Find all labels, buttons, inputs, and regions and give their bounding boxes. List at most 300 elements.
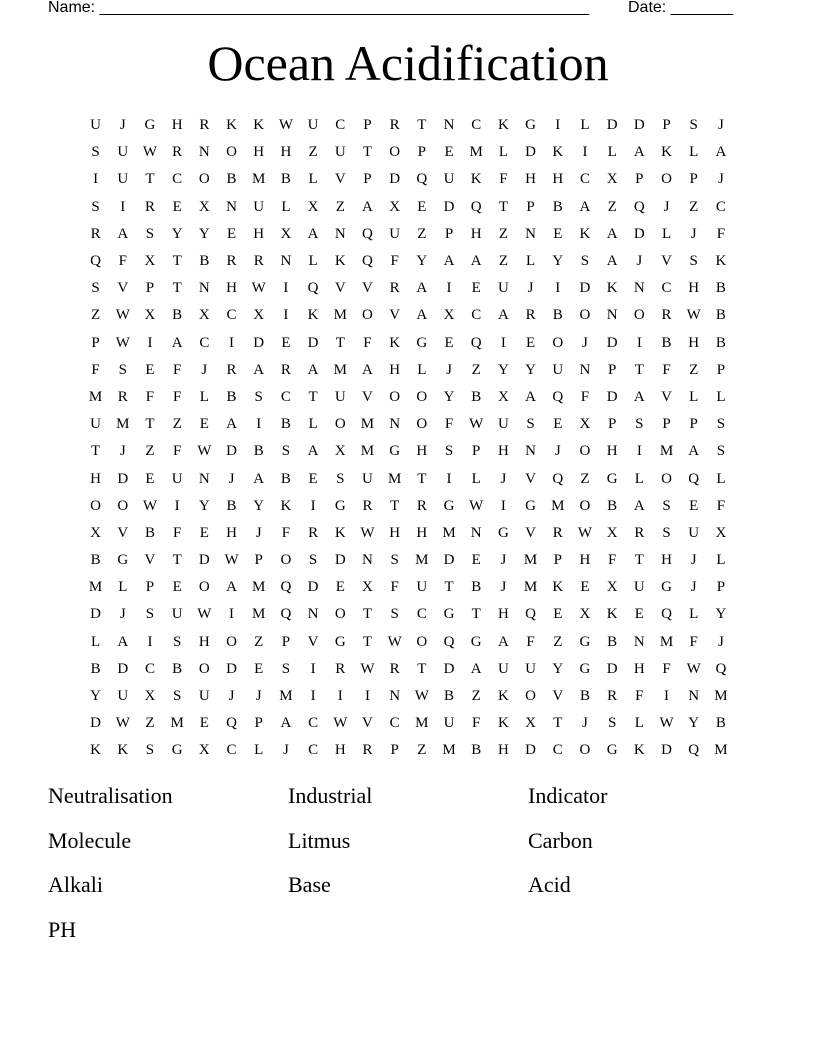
grid-letter[interactable]: F [145,388,155,405]
grid-letter[interactable]: D [443,198,455,215]
grid-letter[interactable]: B [226,388,237,405]
grid-letter[interactable]: M [551,497,565,514]
grid-letter[interactable]: H [552,171,564,188]
grid-letter[interactable]: F [635,688,644,705]
grid-letter[interactable]: S [91,144,100,161]
grid-letter[interactable]: F [172,361,182,378]
grid-letter[interactable]: H [90,470,102,487]
grid-letter[interactable]: A [226,416,237,433]
grid-letter[interactable]: Q [307,280,319,297]
grid-letter[interactable]: T [172,552,182,569]
grid-letter[interactable]: Z [172,416,182,433]
grid-letter[interactable]: B [199,253,210,270]
grid-letter[interactable]: O [198,171,210,188]
grid-letter[interactable]: X [334,443,346,460]
grid-letter[interactable]: M [714,742,728,759]
grid-letter[interactable]: O [334,416,346,433]
grid-letter[interactable]: N [688,688,700,705]
grid-letter[interactable]: S [662,524,671,541]
grid-letter[interactable]: F [580,388,590,405]
grid-letter[interactable]: O [389,388,401,405]
grid-letter[interactable]: S [526,416,535,433]
grid-letter[interactable]: Y [90,688,102,705]
grid-letter[interactable]: W [115,715,130,732]
grid-letter[interactable]: D [117,660,129,677]
grid-letter[interactable]: O [633,307,645,324]
grid-letter[interactable]: Q [443,633,455,650]
grid-letter[interactable]: B [226,497,237,514]
grid-letter[interactable]: L [308,253,318,270]
grid-letter[interactable]: B [280,416,291,433]
grid-letter[interactable]: T [390,497,400,514]
grid-letter[interactable]: O [280,552,292,569]
grid-letter[interactable]: K [552,579,564,596]
grid-letter[interactable]: P [444,225,454,242]
grid-letter[interactable]: A [606,253,618,270]
grid-letter[interactable]: R [172,144,183,161]
grid-letter[interactable]: X [606,579,618,596]
grid-letter[interactable]: S [308,552,318,569]
grid-letter[interactable]: S [118,361,127,378]
grid-letter[interactable]: S [281,443,291,460]
grid-letter[interactable]: P [472,443,481,460]
grid-letter[interactable]: O [579,742,591,759]
grid-letter[interactable]: E [254,660,264,677]
grid-letter[interactable]: O [198,579,210,596]
grid-letter[interactable]: L [634,715,644,732]
grid-letter[interactable]: K [497,688,509,705]
grid-letter[interactable]: W [115,307,130,324]
grid-letter[interactable]: O [416,633,428,650]
grid-letter[interactable]: A [280,715,292,732]
grid-letter[interactable]: G [606,470,618,487]
grid-letter[interactable]: D [606,117,618,134]
grid-letter[interactable]: R [199,117,210,134]
grid-letter[interactable]: L [471,470,481,487]
grid-letter[interactable]: L [308,171,318,188]
grid-letter[interactable]: A [715,144,727,161]
grid-letter[interactable]: H [171,117,183,134]
grid-letter[interactable]: D [606,660,618,677]
grid-letter[interactable]: J [582,334,588,351]
grid-letter[interactable]: E [444,144,454,161]
grid-letter[interactable]: J [255,524,262,541]
grid-letter[interactable]: Q [525,606,537,623]
grid-letter[interactable]: J [636,253,643,270]
grid-letter[interactable]: E [471,280,481,297]
grid-letter[interactable]: O [226,633,237,650]
grid-letter[interactable]: T [172,253,182,270]
grid-letter[interactable]: P [145,579,155,596]
grid-letter[interactable]: E [308,470,318,487]
grid-letter[interactable]: R [335,660,346,677]
grid-letter[interactable]: I [364,688,370,705]
grid-letter[interactable]: F [172,524,182,541]
grid-letter[interactable]: B [552,198,563,215]
grid-letter[interactable]: B [715,334,726,351]
grid-letter[interactable]: O [362,307,373,324]
grid-letter[interactable]: H [579,552,591,569]
grid-letter[interactable]: W [469,497,484,514]
grid-letter[interactable]: X [579,606,591,623]
grid-letter[interactable]: M [659,633,674,650]
grid-letter[interactable]: N [606,307,618,324]
grid-letter[interactable]: M [714,688,728,705]
grid-letter[interactable]: R [253,253,264,270]
grid-letter[interactable]: S [390,606,399,623]
grid-letter[interactable]: N [280,253,292,270]
grid-letter[interactable]: Q [688,470,700,487]
grid-letter[interactable]: D [633,225,645,242]
grid-letter[interactable]: S [145,742,155,759]
grid-letter[interactable]: M [333,361,347,378]
grid-letter[interactable]: F [172,443,182,460]
grid-letter[interactable]: O [416,388,428,405]
grid-letter[interactable]: H [470,225,482,242]
grid-letter[interactable]: E [199,715,209,732]
grid-letter[interactable]: M [387,470,402,487]
grid-letter[interactable]: J [228,688,235,705]
grid-letter[interactable]: C [335,117,346,134]
grid-letter[interactable]: V [525,524,537,541]
grid-letter[interactable]: Y [715,606,727,623]
grid-letter[interactable]: U [198,688,210,705]
grid-letter[interactable]: C [308,715,319,732]
grid-letter[interactable]: F [689,633,698,650]
grid-letter[interactable]: R [661,307,672,324]
grid-letter[interactable]: O [661,171,672,188]
grid-letter[interactable]: I [446,280,452,297]
grid-letter[interactable]: M [415,552,429,569]
grid-letter[interactable]: R [226,253,237,270]
grid-letter[interactable]: J [228,470,235,487]
grid-letter[interactable]: U [90,416,102,433]
grid-letter[interactable]: W [115,334,130,351]
grid-letter[interactable]: G [144,117,156,134]
grid-letter[interactable]: W [469,416,484,433]
grid-letter[interactable]: X [144,253,156,270]
grid-letter[interactable]: K [715,253,727,270]
grid-letter[interactable]: L [689,144,699,161]
grid-letter[interactable]: M [170,715,184,732]
grid-letter[interactable]: M [523,552,538,569]
grid-letter[interactable]: V [334,280,346,297]
grid-letter[interactable]: B [715,307,726,324]
grid-letter[interactable]: C [199,334,210,351]
grid-letter[interactable]: I [229,606,235,623]
grid-letter[interactable]: X [253,307,265,324]
grid-letter[interactable]: H [389,524,401,541]
grid-letter[interactable]: W [224,552,239,569]
grid-letter[interactable]: S [145,225,155,242]
grid-letter[interactable]: Z [417,225,427,242]
grid-letter[interactable]: D [525,742,537,759]
grid-letter[interactable]: D [334,552,346,569]
grid-letter[interactable]: S [336,470,345,487]
grid-letter[interactable]: I [337,688,343,705]
grid-letter[interactable]: X [525,715,537,732]
grid-letter[interactable]: Y [198,497,210,514]
grid-letter[interactable]: W [278,117,293,134]
grid-letter[interactable]: E [444,334,454,351]
grid-letter[interactable]: C [416,606,427,623]
grid-letter[interactable]: P [635,171,644,188]
grid-letter[interactable]: W [387,633,402,650]
grid-letter[interactable]: B [471,388,482,405]
grid-letter[interactable]: Q [280,579,292,596]
grid-letter[interactable]: F [172,388,182,405]
grid-letter[interactable]: A [525,388,537,405]
grid-letter[interactable]: Z [689,361,699,378]
grid-letter[interactable]: P [363,117,372,134]
grid-letter[interactable]: O [334,606,346,623]
grid-letter[interactable]: N [226,198,237,215]
grid-letter[interactable]: L [661,225,672,242]
grid-letter[interactable]: B [444,688,455,705]
grid-letter[interactable]: H [688,334,700,351]
grid-letter[interactable]: Z [145,715,155,732]
grid-letter[interactable]: C [715,198,726,215]
grid-letter[interactable]: M [360,443,375,460]
grid-letter[interactable]: P [716,361,726,378]
grid-letter[interactable]: N [633,280,645,297]
grid-letter[interactable]: L [716,552,726,569]
grid-letter[interactable]: A [470,253,482,270]
grid-letter[interactable]: F [444,416,454,433]
grid-letter[interactable]: D [633,117,645,134]
grid-letter[interactable]: A [253,470,265,487]
grid-letter[interactable]: N [198,144,210,161]
grid-letter[interactable]: H [633,660,645,677]
grid-letter[interactable]: D [389,171,401,188]
grid-letter[interactable]: P [526,198,535,215]
grid-letter[interactable]: C [144,660,155,677]
grid-letter[interactable]: B [715,715,726,732]
grid-letter[interactable]: I [500,334,506,351]
grid-letter[interactable]: M [252,171,266,188]
grid-letter[interactable]: J [554,443,561,460]
grid-letter[interactable]: R [308,524,319,541]
grid-letter[interactable]: K [661,144,672,161]
grid-letter[interactable]: T [417,117,427,134]
grid-letter[interactable]: D [661,742,672,759]
grid-letter[interactable]: H [253,144,265,161]
grid-letter[interactable]: J [500,552,507,569]
grid-letter[interactable]: E [281,334,291,351]
grid-letter[interactable]: A [117,633,129,650]
grid-letter[interactable]: O [416,416,428,433]
grid-letter[interactable]: X [497,388,509,405]
grid-letter[interactable]: G [117,552,129,569]
grid-letter[interactable]: Q [280,606,292,623]
grid-letter[interactable]: R [280,361,291,378]
grid-letter[interactable]: Z [498,225,508,242]
grid-letter[interactable]: R [389,660,400,677]
grid-letter[interactable]: U [497,280,509,297]
grid-letter[interactable]: G [443,497,455,514]
grid-letter[interactable]: N [362,552,373,569]
grid-letter[interactable]: I [147,633,153,650]
grid-letter[interactable]: K [307,307,319,324]
grid-letter[interactable]: H [226,280,237,297]
grid-letter[interactable]: P [145,280,155,297]
grid-letter[interactable]: E [553,225,563,242]
grid-letter[interactable]: W [686,660,701,677]
grid-letter[interactable]: E [145,470,155,487]
grid-letter[interactable]: I [636,334,642,351]
grid-letter[interactable]: F [363,334,372,351]
grid-letter[interactable]: O [226,144,237,161]
grid-letter[interactable]: N [198,470,210,487]
grid-letter[interactable]: A [307,225,319,242]
grid-letter[interactable]: K [117,742,129,759]
grid-letter[interactable]: C [661,280,672,297]
grid-letter[interactable]: S [390,552,399,569]
grid-letter[interactable]: V [525,470,537,487]
grid-letter[interactable]: M [88,388,103,405]
grid-letter[interactable]: M [415,715,429,732]
grid-letter[interactable]: M [659,443,674,460]
grid-letter[interactable]: S [607,715,617,732]
grid-letter[interactable]: U [525,660,537,677]
grid-letter[interactable]: R [525,307,536,324]
grid-letter[interactable]: W [142,497,158,514]
grid-letter[interactable]: X [144,307,156,324]
grid-letter[interactable]: H [226,524,237,541]
grid-letter[interactable]: W [360,524,375,541]
grid-letter[interactable]: R [226,361,237,378]
grid-letter[interactable]: Y [497,361,509,378]
grid-letter[interactable]: W [197,443,212,460]
grid-letter[interactable]: P [689,171,698,188]
grid-letter[interactable]: M [442,742,456,759]
grid-letter[interactable]: C [471,117,482,134]
grid-letter[interactable]: O [198,660,210,677]
grid-letter[interactable]: C [172,171,183,188]
grid-letter[interactable]: J [717,117,724,134]
grid-letter[interactable]: K [633,742,645,759]
grid-letter[interactable]: K [253,117,265,134]
grid-letter[interactable]: B [471,579,482,596]
grid-letter[interactable]: L [716,388,726,405]
grid-letter[interactable]: W [251,280,266,297]
grid-letter[interactable]: I [174,497,180,514]
grid-letter[interactable]: U [688,524,700,541]
grid-letter[interactable]: S [662,497,671,514]
grid-letter[interactable]: X [198,307,210,324]
grid-letter[interactable]: U [117,688,129,705]
grid-letter[interactable]: X [715,524,727,541]
grid-letter[interactable]: L [526,253,536,270]
grid-letter[interactable]: I [664,688,670,705]
grid-letter[interactable]: G [579,660,591,677]
grid-letter[interactable]: F [91,361,100,378]
grid-letter[interactable]: I [310,660,316,677]
grid-letter[interactable]: Z [335,198,345,215]
grid-letter[interactable]: I [120,198,126,215]
grid-letter[interactable]: Q [362,253,373,270]
grid-letter[interactable]: I [310,688,316,705]
grid-letter[interactable]: D [90,606,102,623]
grid-letter[interactable]: B [552,307,563,324]
grid-letter[interactable]: L [91,633,101,650]
grid-letter[interactable]: S [635,416,644,433]
grid-letter[interactable]: B [471,742,482,759]
grid-letter[interactable]: J [717,171,724,188]
grid-letter[interactable]: V [117,280,129,297]
grid-letter[interactable]: U [117,171,129,188]
grid-letter[interactable]: J [582,715,588,732]
grid-letter[interactable]: J [663,198,670,215]
grid-letter[interactable]: X [90,524,102,541]
grid-letter[interactable]: V [661,253,672,270]
grid-letter[interactable]: L [281,198,291,215]
grid-letter[interactable]: X [606,171,618,188]
grid-letter[interactable]: T [634,552,644,569]
grid-letter[interactable]: Z [308,144,318,161]
grid-letter[interactable]: J [119,117,126,134]
grid-letter[interactable]: I [229,334,235,351]
grid-letter[interactable]: W [414,688,429,705]
grid-letter[interactable]: P [91,334,100,351]
grid-letter[interactable]: D [198,552,210,569]
grid-letter[interactable]: S [91,280,100,297]
grid-letter[interactable]: W [142,144,158,161]
grid-letter[interactable]: Z [553,633,563,650]
grid-letter[interactable]: Z [689,198,699,215]
grid-letter[interactable]: K [497,715,509,732]
grid-letter[interactable]: W [686,307,701,324]
grid-letter[interactable]: M [360,416,375,433]
grid-letter[interactable]: B [253,443,264,460]
grid-letter[interactable]: E [199,416,209,433]
grid-letter[interactable]: R [362,742,373,759]
grid-letter[interactable]: E [526,334,536,351]
grid-letter[interactable]: Z [91,307,101,324]
grid-letter[interactable]: M [279,688,293,705]
grid-letter[interactable]: P [254,715,263,732]
grid-letter[interactable]: E [226,225,237,242]
grid-letter[interactable]: R [117,388,128,405]
grid-letter[interactable]: Y [253,497,265,514]
grid-letter[interactable]: I [555,280,561,297]
grid-letter[interactable]: U [171,470,183,487]
grid-letter[interactable]: E [417,198,427,215]
grid-letter[interactable]: R [416,497,427,514]
grid-letter[interactable]: E [471,552,481,569]
grid-letter[interactable]: N [525,225,537,242]
grid-letter[interactable]: S [91,198,100,215]
grid-letter[interactable]: N [470,524,482,541]
grid-letter[interactable]: J [201,361,208,378]
grid-letter[interactable]: A [633,144,645,161]
grid-letter[interactable]: B [661,334,672,351]
grid-letter[interactable]: Z [471,361,481,378]
grid-letter[interactable]: I [256,416,262,433]
grid-letter[interactable]: J [500,579,507,596]
grid-letter[interactable]: P [363,171,372,188]
grid-letter[interactable]: L [254,742,264,759]
grid-letter[interactable]: C [226,307,237,324]
grid-letter[interactable]: N [334,225,346,242]
grid-letter[interactable]: I [555,117,561,134]
grid-letter[interactable]: Z [498,253,508,270]
grid-letter[interactable]: L [118,579,128,596]
grid-letter[interactable]: U [334,388,346,405]
grid-letter[interactable]: U [117,144,129,161]
grid-letter[interactable]: A [416,307,428,324]
grid-letter[interactable]: A [633,388,645,405]
